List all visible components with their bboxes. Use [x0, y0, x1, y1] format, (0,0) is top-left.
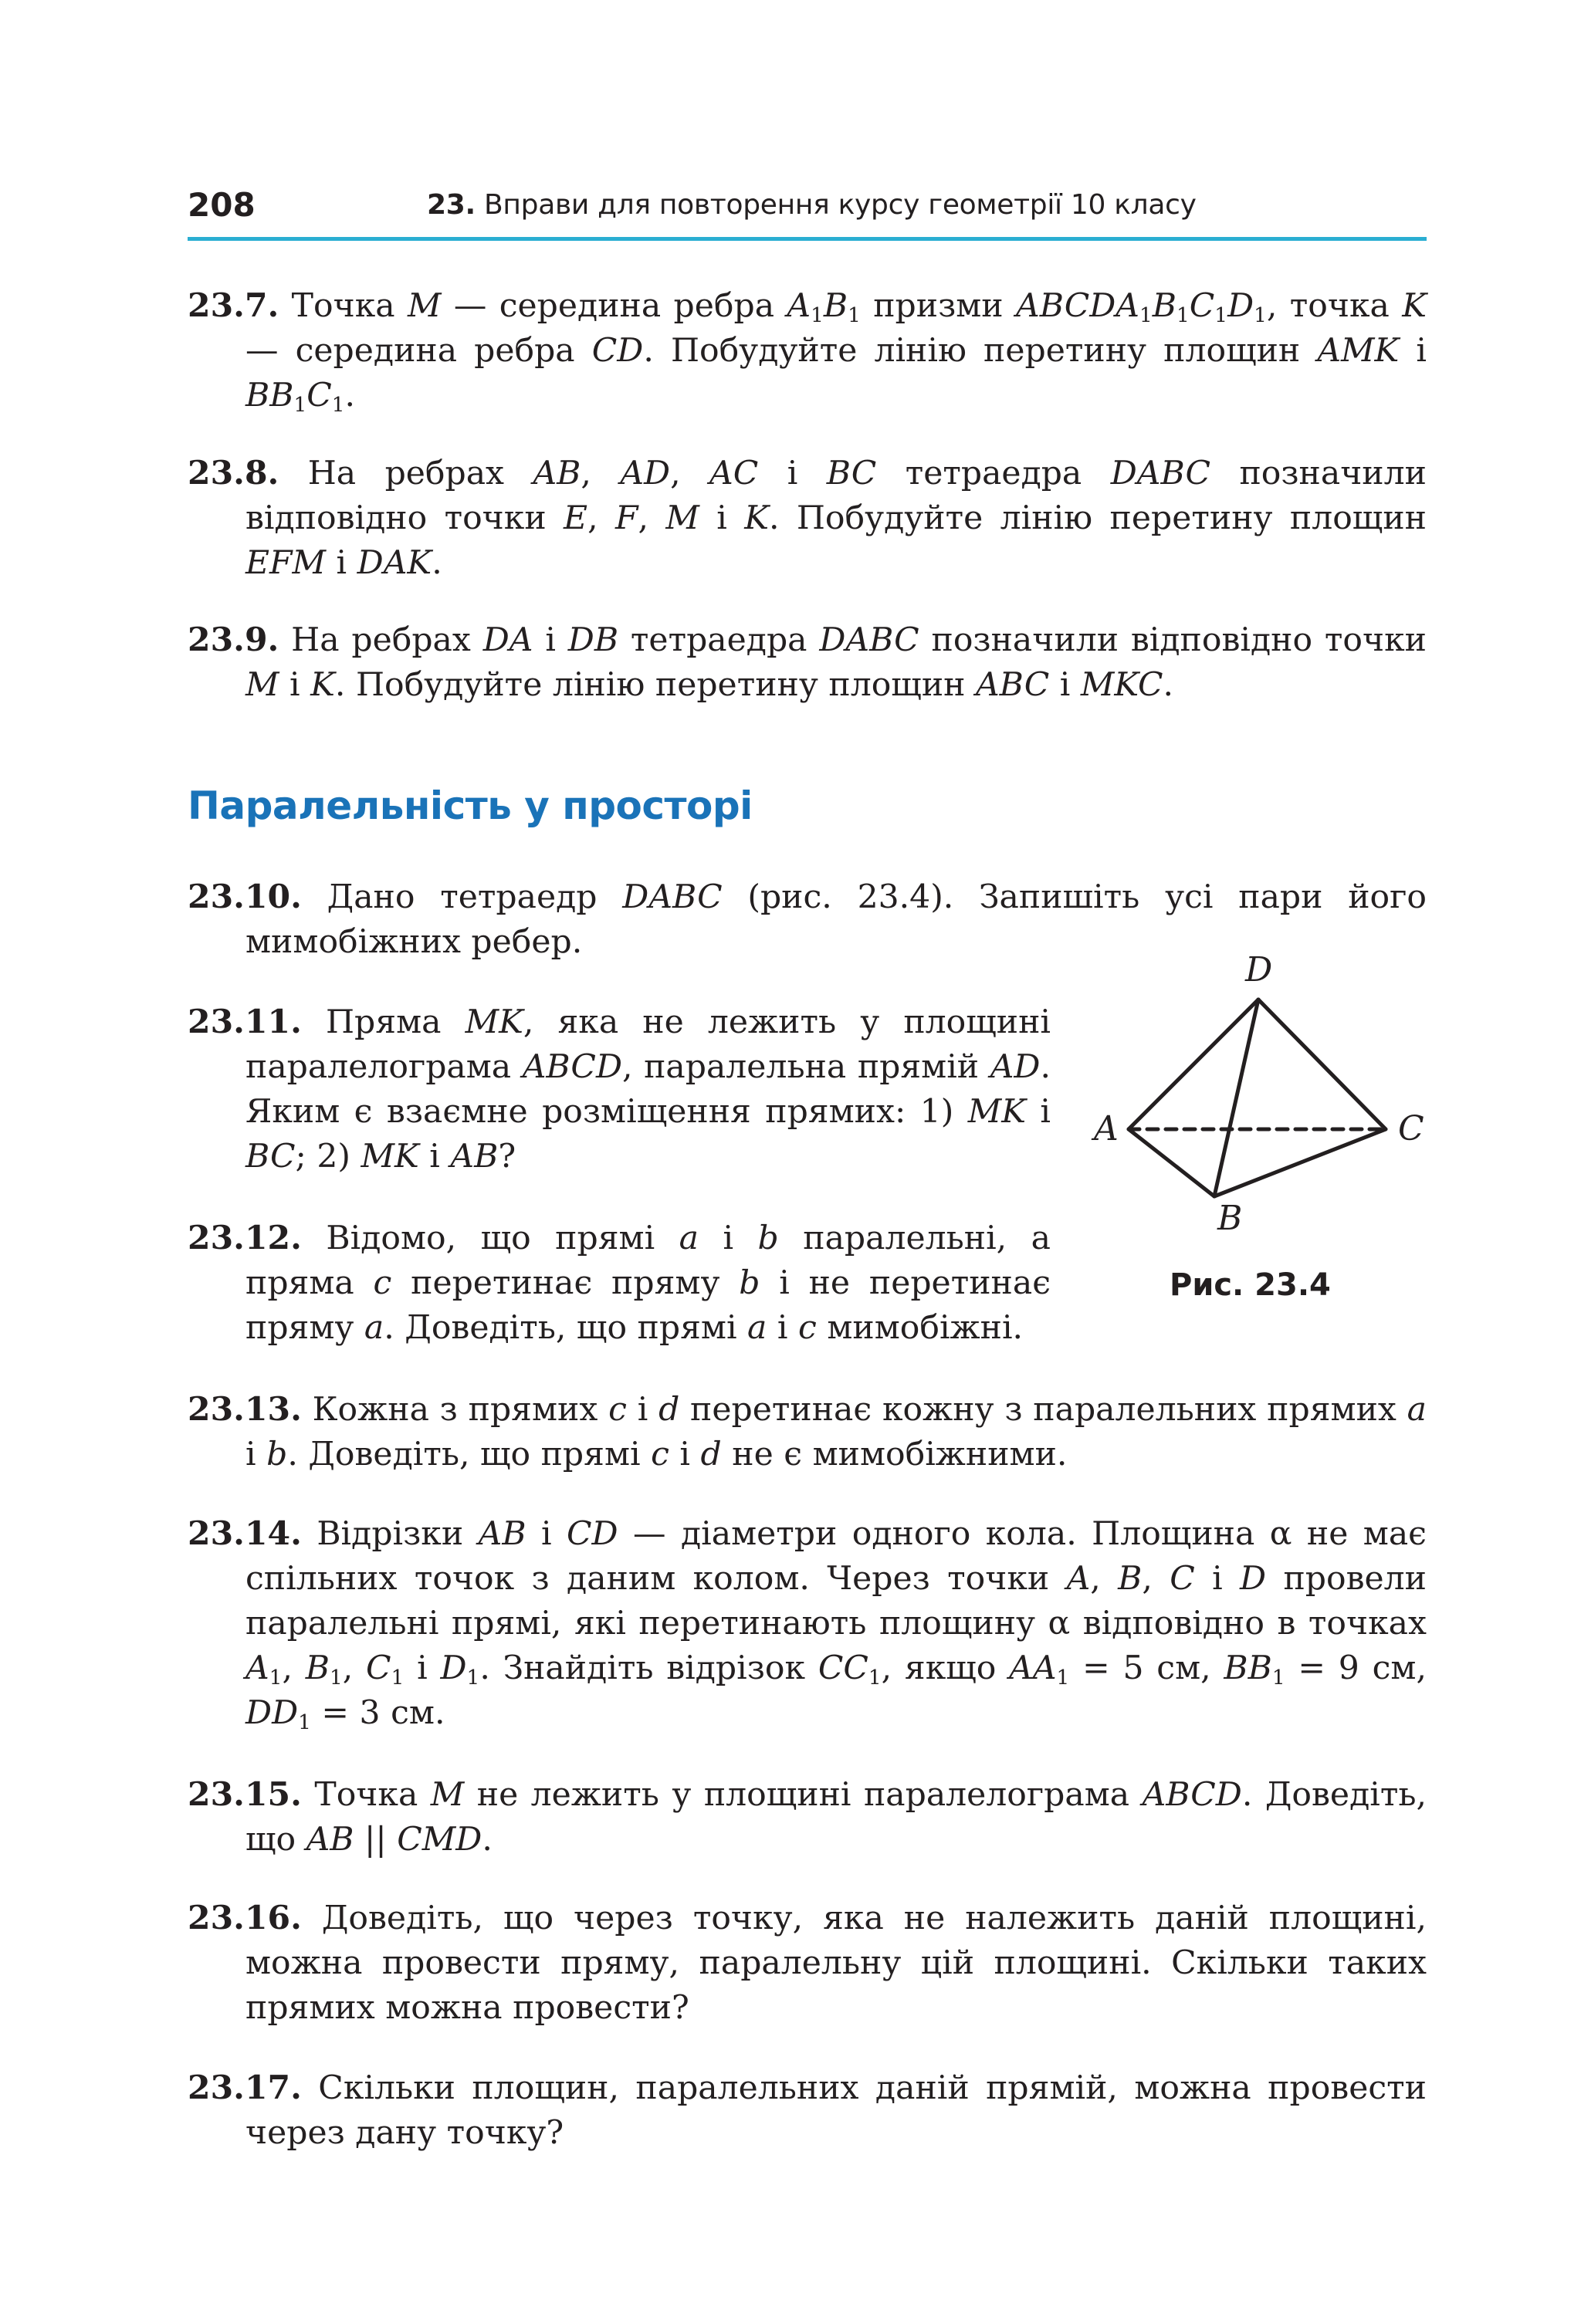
chapter-number: 23.	[427, 189, 476, 221]
exercise-23-16: 23.16. Доведіть, що через точку, яка не належить даній площині, можна провести пряму, паралельну цій площині. Скільки таких прямих можна провести?	[188, 1899, 1427, 2027]
edge-BC	[1214, 1129, 1386, 1196]
exercise-23-17: 23.17. Скільки площин, паралельних даній прямій, можна провести через дану точку?	[188, 2069, 1427, 2152]
exercise-23-7: 23.7. Точка M — середина ребра $A_1B_1$ призми $ABCDA_1B_1C_1D_1$, точка K — середина ребра CD. Побудуйте лінію перетину площин AMK і $BB_1C_1$.	[188, 286, 1427, 417]
exercise-23-14: 23.14. Відрізки AB і CD — діаметри одного кола. Площина α не має спільних точок з даним колом. Через точки A, B, C і D провели паралельні прямі, які перетинають площину α відповідно в точках $A_1$, $B_1$, $C_1$ і $D_1$. Знайдіть відрізок $CC_1$, якщо $AA_1 = 5$ см, $BB_1 = 9$ см, $DD_1 = 3$ см.	[188, 1514, 1427, 1734]
exercise-23-15: 23.15. Точка M не лежить у площині паралелограма ABCD. Доведіть, що AB || CMD.	[188, 1775, 1427, 1859]
exercise-23-8: 23.8. На ребрах AB, AD, AC і BC тетраедра DABC позначили відповідно точки E, F, M і K. Побудуйте лінію перетину площин EFM і DAK.	[188, 454, 1427, 582]
tetrahedron-diagram	[1077, 949, 1440, 1258]
vertex-label-D: D	[1245, 950, 1273, 989]
edge-AB	[1129, 1129, 1214, 1196]
exercise-23-10: 23.10. Дано тетраедр DABC (рис. 23.4). Запишіть усі пари його мимобіжних ребер.	[188, 878, 1427, 961]
vertex-label-A: A	[1094, 1109, 1119, 1148]
page-number: 208	[188, 186, 256, 224]
exercise-23-13: 23.13. Кожна з прямих c і d перетинає кожну з паралельних прямих a і b. Доведіть, що прямі c і d не є мимобіжними.	[188, 1390, 1427, 1473]
header-rule	[188, 237, 1427, 241]
figure-23-4	[1077, 949, 1440, 1320]
exercise-23-9: 23.9. На ребрах DA і DB тетраедра DABC позначили відповідно точки M і K. Побудуйте лінію перетину площин ABC і MKC.	[188, 621, 1427, 704]
edge-DC	[1258, 1000, 1386, 1129]
running-header	[427, 185, 1197, 225]
edge-DB	[1214, 1000, 1258, 1196]
chapter-title: Вправи для повторення курсу геометрії 10 класу	[475, 189, 1197, 221]
section-title: Паралельність у просторі	[188, 783, 753, 828]
figure-caption: Рис. 23.4	[1170, 1267, 1331, 1303]
vertex-label-C: C	[1398, 1109, 1424, 1148]
vertex-label-B: B	[1217, 1199, 1243, 1238]
exercise-23-12: 23.12. Відомо, що прямі a і b паралельні, а пряма c перетинає пряму b і не перетинає пряму a. Доведіть, що прямі a і c мимобіжні.	[188, 1219, 1051, 1347]
edge-DA	[1129, 1000, 1258, 1129]
exercise-23-11: 23.11. Пряма MK, яка не лежить у площині паралелограма ABCD, паралельна прямій AD. Яким є взаємне розміщення прямих: 1) MK і BC; 2) MK і AB?	[188, 1003, 1051, 1176]
